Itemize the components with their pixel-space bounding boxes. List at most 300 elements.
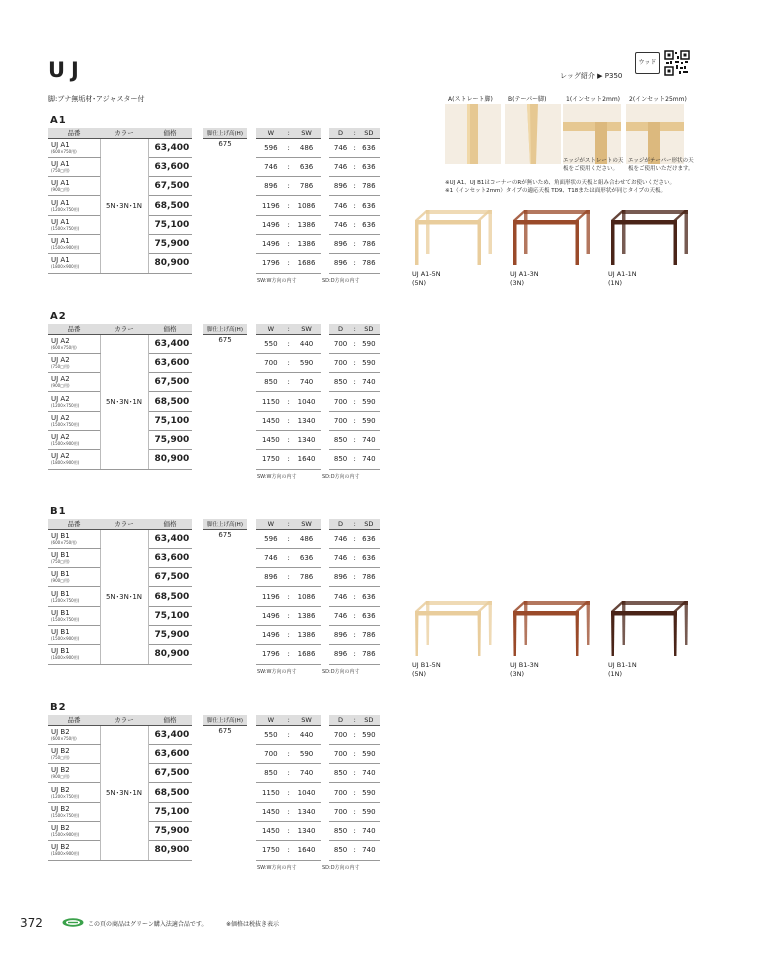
table-row: 1496 : 1386 746 : 636 (256, 215, 380, 234)
sd-value: 590 (358, 334, 380, 353)
price-table (48, 324, 192, 470)
col-name: 品番 (48, 715, 100, 725)
product-size: (1500×900用) (51, 636, 80, 642)
sd-value: 636 (358, 138, 380, 157)
price-value: 63,400 (148, 138, 192, 157)
product-code: UJ A2 (750□用) (48, 353, 100, 372)
price-table (48, 715, 192, 861)
col-height: 脚仕上げ高(H) (203, 128, 247, 138)
w-value: 550 (256, 725, 286, 744)
sw-value: 1340 (292, 821, 322, 840)
table-frame-image (510, 210, 594, 266)
product-code: UJ B1 (1800×900用) (48, 645, 100, 664)
product-code: UJ B1 (750□用) (48, 548, 100, 567)
product-code: UJ A1 (1500×750用) (48, 215, 100, 234)
w-value: 850 (256, 373, 286, 392)
table-row (48, 529, 192, 548)
sw-note: SW:W方向の内寸 (257, 474, 297, 481)
sw-value: 786 (292, 568, 322, 587)
price-value: 80,900 (148, 450, 192, 469)
d-value: 700 (329, 353, 351, 372)
table-row: 1150 : 1040 700 : 590 (256, 392, 380, 411)
price-value: 75,100 (148, 215, 192, 234)
w-value: 1796 (256, 645, 286, 664)
sd-value: 636 (358, 215, 380, 234)
col-sd: SD (358, 715, 380, 725)
table-row: 1750 : 1640 850 : 740 (256, 841, 380, 860)
price-value: 75,100 (148, 606, 192, 625)
d-value: 746 (329, 138, 351, 157)
sd-value: 786 (358, 234, 380, 253)
table-row: 1496 : 1386 746 : 636 (256, 606, 380, 625)
product-code: UJ B2 (600×750用) (48, 725, 100, 744)
col-d: D (329, 128, 351, 138)
d-value: 746 (329, 587, 351, 606)
table-row: 1750 : 1640 850 : 740 (256, 450, 380, 469)
d-value: 700 (329, 802, 351, 821)
product-size: (900□用) (51, 187, 70, 193)
d-value: 896 (329, 254, 351, 273)
table-row: 896 : 786 896 : 786 (256, 568, 380, 587)
product-code: UJ B1 (900□用) (48, 568, 100, 587)
frame-label: UJ B1-3N (3N) (510, 661, 539, 678)
sd-value: 590 (358, 411, 380, 430)
table-frame-image (608, 601, 692, 657)
sw-value: 1340 (292, 802, 322, 821)
product-code: UJ A2 (1200×750用) (48, 392, 100, 411)
table-row: 550 : 440 700 : 590 (256, 334, 380, 353)
sw-value: 1086 (292, 587, 322, 606)
product-size: (600×750用) (51, 539, 77, 545)
col-sw: SW (292, 519, 322, 529)
product-size: (1200×750用) (51, 402, 80, 408)
d-value: 700 (329, 783, 351, 802)
product-code: UJ B2 (1800×900用) (48, 841, 100, 860)
product-code: UJ A1 (1800×900用) (48, 254, 100, 273)
sd-value: 636 (358, 196, 380, 215)
w-value: 1750 (256, 841, 286, 860)
sw-value: 440 (292, 334, 322, 353)
product-size: (1500×750用) (51, 616, 80, 622)
table-row: 1496 : 1386 896 : 786 (256, 625, 380, 644)
sw-value: 636 (292, 548, 322, 567)
table-row: 1196 : 1086 746 : 636 (256, 587, 380, 606)
sd-note: SD:D方向の内寸 (322, 669, 360, 676)
d-value: 700 (329, 392, 351, 411)
height-value: 675 (218, 336, 232, 345)
product-size: (1500×750用) (51, 225, 80, 231)
d-value: 850 (329, 764, 351, 783)
w-value: 746 (256, 548, 286, 567)
sd-value: 636 (358, 606, 380, 625)
sw-value: 1340 (292, 430, 322, 449)
sd-value: 636 (358, 529, 380, 548)
col-sw: SW (292, 128, 322, 138)
table-row: 746 : 636 746 : 636 (256, 548, 380, 567)
product-code: UJ A2 (1500×750用) (48, 411, 100, 430)
sd-value: 786 (358, 645, 380, 664)
table-row: 1796 : 1686 896 : 786 (256, 645, 380, 664)
col-price: 価格 (148, 324, 192, 334)
inset-2-label: 2(インセット25mm) (629, 96, 687, 103)
product-code: UJ A2 (900□用) (48, 373, 100, 392)
d-value: 700 (329, 334, 351, 353)
table-row: 850 : 740 850 : 740 (256, 373, 380, 392)
product-size: (1500×900用) (51, 441, 80, 447)
d-value: 746 (329, 196, 351, 215)
sw-value: 740 (292, 373, 322, 392)
col-height: 脚仕上げ高(H) (203, 324, 247, 334)
sd-value: 786 (358, 254, 380, 273)
d-value: 746 (329, 606, 351, 625)
price-value: 68,500 (148, 196, 192, 215)
table-row: 1450 : 1340 700 : 590 (256, 802, 380, 821)
price-value: 80,900 (148, 254, 192, 273)
product-code: UJ A1 (1500×900用) (48, 234, 100, 253)
height-table (203, 519, 247, 541)
sw-value: 1040 (292, 783, 322, 802)
product-code: UJ B2 (1500×900用) (48, 821, 100, 840)
col-name: 品番 (48, 128, 100, 138)
product-code: UJ A1 (750□用) (48, 157, 100, 176)
frame-label: UJ B1-1N (1N) (608, 661, 637, 678)
qr-code-icon[interactable] (664, 50, 690, 76)
sw-value: 1386 (292, 625, 322, 644)
col-color: カラー (100, 128, 148, 138)
w-value: 1196 (256, 587, 286, 606)
inset-1-label: 1(インセット2mm) (566, 96, 621, 103)
green-purchase-note: この頁の商品はグリーン購入法適合品です。 (88, 921, 208, 928)
sd-note: SD:D方向の内寸 (322, 474, 360, 481)
green-purchase-icon (62, 918, 84, 927)
d-value: 850 (329, 430, 351, 449)
table-row (48, 334, 192, 353)
product-size: (1800×900用) (51, 851, 80, 857)
table-row: 1450 : 1340 850 : 740 (256, 430, 380, 449)
w-value: 850 (256, 764, 286, 783)
price-value: 75,100 (148, 411, 192, 430)
sd-note: SD:D方向の内寸 (322, 278, 360, 285)
sd-value: 636 (358, 587, 380, 606)
product-code: UJ A1 (900□用) (48, 177, 100, 196)
tapered-leg-image (505, 104, 561, 164)
w-value: 746 (256, 157, 286, 176)
table-frame-image (412, 210, 496, 266)
d-value: 896 (329, 645, 351, 664)
inset-2mm-image (563, 104, 621, 164)
table-row: 1496 : 1386 896 : 786 (256, 234, 380, 253)
product-size: (600×750用) (51, 148, 77, 154)
leg-type-a-label: A(ストレート脚) (448, 96, 493, 103)
d-value: 746 (329, 157, 351, 176)
col-color: カラー (100, 324, 148, 334)
sw-value: 1386 (292, 215, 322, 234)
price-value: 63,400 (148, 334, 192, 353)
height-value: 675 (218, 140, 232, 149)
sd-value: 740 (358, 764, 380, 783)
price-value: 75,100 (148, 802, 192, 821)
d-value: 896 (329, 177, 351, 196)
sd-value: 786 (358, 568, 380, 587)
dimension-table: W : SW D : SD 596 : 486 746 : 636 746 : 636 746 : 636 896 : 786 896 : 786 1196 : 1086 746 : 636 1496 : 1386 746 : 636 1496 : 1386 896 : 786 1796 : 1686 896 : 786 (256, 519, 380, 665)
leg-reference-link[interactable]: レッグ紹介 ▶ P350 (560, 72, 623, 80)
table-row: 1450 : 1340 850 : 740 (256, 821, 380, 840)
w-value: 1196 (256, 196, 286, 215)
product-code: UJ B2 (1200×750用) (48, 783, 100, 802)
product-code: UJ A1 (600×750用) (48, 138, 100, 157)
page-title: UJ (48, 58, 85, 82)
d-value: 746 (329, 215, 351, 234)
sd-value: 590 (358, 783, 380, 802)
w-value: 1796 (256, 254, 286, 273)
product-size: (1800×900用) (51, 264, 80, 270)
wood-badge: ウッド (635, 52, 660, 74)
sw-note: SW:W方向の内寸 (257, 669, 297, 676)
color-options: 5N･3N･1N (100, 334, 148, 469)
col-color: カラー (100, 519, 148, 529)
product-code: UJ B1 (1500×900用) (48, 625, 100, 644)
col-sw: SW (292, 324, 322, 334)
color-options: 5N･3N･1N (100, 138, 148, 273)
frame-label: UJ A1-3N (3N) (510, 270, 539, 287)
col-w: W (256, 715, 286, 725)
section-label: A1 (50, 115, 67, 126)
col-height: 脚仕上げ高(H) (203, 715, 247, 725)
product-size: (900□用) (51, 578, 70, 584)
color-options: 5N･3N･1N (100, 529, 148, 664)
product-size: (1500×900用) (51, 832, 80, 838)
d-value: 896 (329, 568, 351, 587)
sw-value: 590 (292, 744, 322, 763)
product-size: (1800×900用) (51, 655, 80, 661)
product-size: (1200×750用) (51, 597, 80, 603)
table-row: 746 : 636 746 : 636 (256, 157, 380, 176)
table-row: 550 : 440 700 : 590 (256, 725, 380, 744)
col-w: W (256, 128, 286, 138)
inset-25mm-image (626, 104, 684, 164)
table-row: 1150 : 1040 700 : 590 (256, 783, 380, 802)
col-sw: SW (292, 715, 322, 725)
d-value: 896 (329, 234, 351, 253)
sd-value: 636 (358, 548, 380, 567)
product-code: UJ B2 (900□用) (48, 764, 100, 783)
table-row: 850 : 740 850 : 740 (256, 764, 380, 783)
page-number: 372 (20, 916, 43, 930)
sw-note: SW:W方向の内寸 (257, 278, 297, 285)
product-size: (750□用) (51, 558, 70, 564)
w-value: 896 (256, 568, 286, 587)
d-value: 746 (329, 548, 351, 567)
col-w: W (256, 519, 286, 529)
product-code: UJ A2 (1500×900用) (48, 430, 100, 449)
price-value: 68,500 (148, 783, 192, 802)
height-table (203, 715, 247, 737)
sw-value: 1640 (292, 841, 322, 860)
sd-value: 740 (358, 841, 380, 860)
straight-leg-image (445, 104, 501, 164)
table-row (48, 725, 192, 744)
dimension-table: W : SW D : SD 550 : 440 700 : 590 700 : 590 700 : 590 850 : 740 850 : 740 1150 : 1040 700 : 590 1450 : 1340 700 : 590 1450 : 1340 850 : 740 1750 : 1640 850 : 740 (256, 715, 380, 861)
frame-label: UJ B1-5N (5N) (412, 661, 441, 678)
d-value: 700 (329, 744, 351, 763)
sw-value: 1686 (292, 254, 322, 273)
height-value: 675 (218, 531, 232, 540)
d-value: 700 (329, 411, 351, 430)
sd-value: 590 (358, 802, 380, 821)
color-options: 5N･3N･1N (100, 725, 148, 860)
w-value: 1450 (256, 821, 286, 840)
sd-value: 786 (358, 177, 380, 196)
product-size: (1500×900用) (51, 245, 80, 251)
sd-value: 590 (358, 353, 380, 372)
product-code: UJ B2 (1500×750用) (48, 802, 100, 821)
d-value: 850 (329, 450, 351, 469)
sw-value: 590 (292, 353, 322, 372)
price-value: 75,900 (148, 821, 192, 840)
price-value: 80,900 (148, 645, 192, 664)
price-value: 75,900 (148, 430, 192, 449)
d-value: 850 (329, 821, 351, 840)
w-value: 700 (256, 744, 286, 763)
table-frame-image (510, 601, 594, 657)
section-label: B2 (50, 702, 67, 713)
table-row: 1450 : 1340 700 : 590 (256, 411, 380, 430)
table-row: 896 : 786 896 : 786 (256, 177, 380, 196)
leg-material-note: 脚:ブナ無垢材･アジャスター付 (48, 95, 145, 103)
w-value: 596 (256, 138, 286, 157)
table-row: 1196 : 1086 746 : 636 (256, 196, 380, 215)
product-size: (750□用) (51, 754, 70, 760)
w-value: 700 (256, 353, 286, 372)
sd-value: 590 (358, 744, 380, 763)
table-row: 700 : 590 700 : 590 (256, 744, 380, 763)
sd-value: 590 (358, 392, 380, 411)
price-value: 67,500 (148, 177, 192, 196)
sw-value: 1686 (292, 645, 322, 664)
price-value: 67,500 (148, 373, 192, 392)
w-value: 1450 (256, 802, 286, 821)
sw-value: 636 (292, 157, 322, 176)
w-value: 1496 (256, 606, 286, 625)
sd-value: 740 (358, 450, 380, 469)
table-frame-image (608, 210, 692, 266)
sw-value: 1640 (292, 450, 322, 469)
product-code: UJ A2 (1800×900用) (48, 450, 100, 469)
table-row: 596 : 486 746 : 636 (256, 529, 380, 548)
price-value: 80,900 (148, 841, 192, 860)
col-sd: SD (358, 519, 380, 529)
col-price: 価格 (148, 715, 192, 725)
product-size: (600×750用) (51, 735, 77, 741)
d-value: 700 (329, 725, 351, 744)
w-value: 1150 (256, 783, 286, 802)
height-table (203, 324, 247, 346)
sw-value: 1040 (292, 392, 322, 411)
w-value: 596 (256, 529, 286, 548)
price-value: 75,900 (148, 234, 192, 253)
price-value: 68,500 (148, 587, 192, 606)
price-value: 63,400 (148, 529, 192, 548)
price-value: 75,900 (148, 625, 192, 644)
product-size: (900□用) (51, 383, 70, 389)
dimension-table: W : SW D : SD 550 : 440 700 : 590 700 : 590 700 : 590 850 : 740 850 : 740 1150 : 1040 700 : 590 1450 : 1340 700 : 590 1450 : 1340 850 : 740 1750 : 1640 850 : 740 (256, 324, 380, 470)
height-table (203, 128, 247, 150)
tax-note: ※価格は税抜き表示 (226, 921, 280, 928)
col-d: D (329, 324, 351, 334)
section-label: A2 (50, 311, 67, 322)
sw-value: 486 (292, 529, 322, 548)
price-value: 63,600 (148, 157, 192, 176)
d-value: 896 (329, 625, 351, 644)
col-height: 脚仕上げ高(H) (203, 519, 247, 529)
product-code: UJ B1 (1200×750用) (48, 587, 100, 606)
dimension-table: W : SW D : SD 596 : 486 746 : 636 746 : 636 746 : 636 896 : 786 896 : 786 1196 : 1086 746 : 636 1496 : 1386 746 : 636 1496 : 1386 896 : 786 1796 : 1686 896 : 786 (256, 128, 380, 274)
sw-value: 1340 (292, 411, 322, 430)
height-value: 675 (218, 727, 232, 736)
col-d: D (329, 519, 351, 529)
table-row: 596 : 486 746 : 636 (256, 138, 380, 157)
sd-value: 786 (358, 625, 380, 644)
col-name: 品番 (48, 324, 100, 334)
price-value: 67,500 (148, 764, 192, 783)
sd-value: 636 (358, 157, 380, 176)
product-size: (600×750用) (51, 344, 77, 350)
product-size: (750□用) (51, 167, 70, 173)
product-size: (1200×750用) (51, 793, 80, 799)
frame-label: UJ A1-5N (5N) (412, 270, 441, 287)
sw-note: SW:W方向の内寸 (257, 865, 297, 872)
sd-value: 740 (358, 430, 380, 449)
price-value: 68,500 (148, 392, 192, 411)
product-code: UJ A2 (600×750用) (48, 334, 100, 353)
sw-value: 786 (292, 177, 322, 196)
inset-1-edge-note: エッジがストレートの天板をご使用ください。 (563, 158, 624, 172)
price-value: 63,600 (148, 548, 192, 567)
col-d: D (329, 715, 351, 725)
table-row (48, 138, 192, 157)
product-code: UJ B1 (600×750用) (48, 529, 100, 548)
price-value: 63,600 (148, 353, 192, 372)
price-value: 63,600 (148, 744, 192, 763)
inset-2-edge-note: エッジがテーパー形状の天板をご使用いただけます。 (628, 158, 694, 172)
w-value: 1450 (256, 411, 286, 430)
w-value: 550 (256, 334, 286, 353)
product-size: (1200×750用) (51, 206, 80, 212)
frame-label: UJ A1-1N (1N) (608, 270, 637, 287)
w-value: 1450 (256, 430, 286, 449)
col-w: W (256, 324, 286, 334)
price-table (48, 519, 192, 665)
col-price: 価格 (148, 128, 192, 138)
col-sd: SD (358, 324, 380, 334)
product-size: (750□用) (51, 363, 70, 369)
col-name: 品番 (48, 519, 100, 529)
d-value: 850 (329, 373, 351, 392)
w-value: 1496 (256, 234, 286, 253)
product-code: UJ B1 (1500×750用) (48, 606, 100, 625)
price-value: 63,400 (148, 725, 192, 744)
sw-value: 740 (292, 764, 322, 783)
leg-type-b-label: B(テーパー脚) (508, 96, 547, 103)
sw-value: 1086 (292, 196, 322, 215)
product-code: UJ A1 (1200×750用) (48, 196, 100, 215)
sd-value: 740 (358, 821, 380, 840)
price-value: 67,500 (148, 568, 192, 587)
product-size: (900□用) (51, 774, 70, 780)
col-sd: SD (358, 128, 380, 138)
section-label: B1 (50, 506, 67, 517)
sd-note: SD:D方向の内寸 (322, 865, 360, 872)
